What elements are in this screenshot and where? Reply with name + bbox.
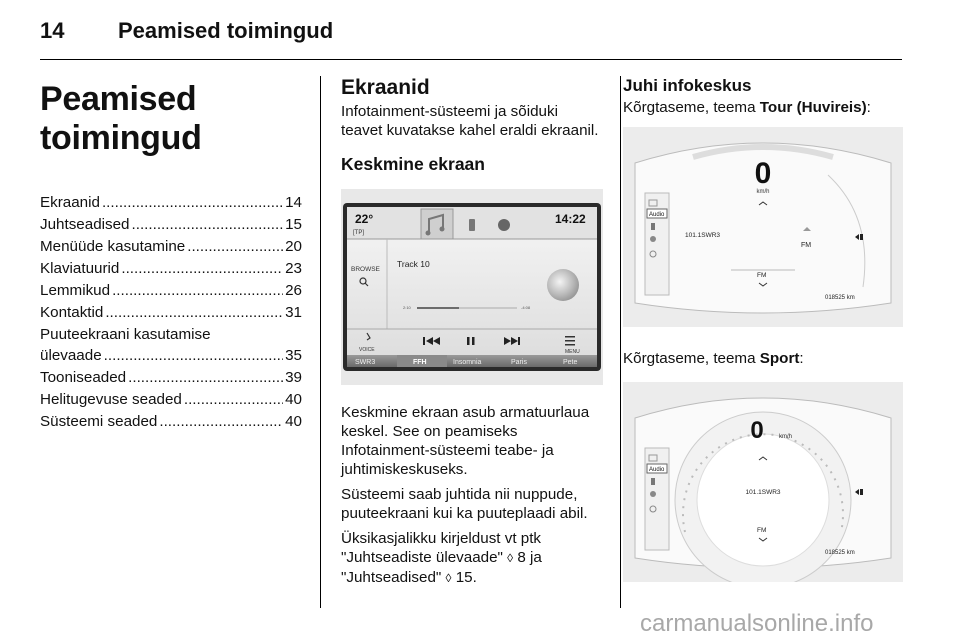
- screen-tp: [TP]: [353, 230, 365, 236]
- track-name: Track 10: [397, 259, 430, 269]
- preset-5[interactable]: Pete: [563, 359, 578, 366]
- band-label: FM: [757, 527, 767, 534]
- chapter-title: Peamised toimingud: [40, 80, 202, 157]
- cluster-tour-illustration: [623, 127, 903, 327]
- caption-tour: Kõrgtaseme, teema Tour (Huvireis):: [623, 99, 871, 116]
- toc-item[interactable]: Menüüde kasutamine ..... 20: [40, 236, 302, 257]
- section-heading: Ekraanid: [341, 76, 430, 99]
- settings-icon: [650, 491, 656, 497]
- page-number: 14: [40, 18, 65, 43]
- toc-item[interactable]: Lemmikud ..... 26: [40, 280, 302, 301]
- menu-label: MENU: [565, 349, 580, 355]
- toc-item[interactable]: Tooniseaded ..... 39: [40, 367, 302, 388]
- elapsed-time: 2:10: [403, 305, 411, 310]
- center-screen-figure: [341, 189, 603, 385]
- screen-time: 14:22: [555, 212, 586, 226]
- phone-icon: [651, 223, 655, 230]
- browse-label: BROWSE: [351, 266, 380, 273]
- column-divider-1: [320, 76, 321, 608]
- settings-icon: [650, 236, 656, 242]
- toc-item[interactable]: Ekraanid ..... 14: [40, 192, 302, 213]
- toc-item[interactable]: Klaviatuurid ..... 23: [40, 258, 302, 279]
- odometer: 018525 km: [825, 295, 855, 301]
- preset-4[interactable]: Paris: [511, 359, 527, 366]
- running-title: Peamised toimingud: [118, 18, 334, 43]
- cluster-sport-illustration: [623, 382, 903, 582]
- caption-sport: Kõrgtaseme, teema Sport:: [623, 350, 804, 367]
- center-screen-illustration: [341, 189, 603, 385]
- speed-readout: 0: [754, 157, 772, 190]
- watermark: carmanualsonline.info: [640, 610, 874, 637]
- toc-item[interactable]: Kontaktid ..... 31: [40, 302, 302, 323]
- info-tab-icon[interactable]: [498, 219, 510, 231]
- paragraph-1: Keskmine ekraan asub armatuurlaua keskel. See on peamiseks Infotainment-süsteemi teabe- ja juhtimiskeskuseks.: [341, 404, 590, 478]
- section-heading: Juhi infokeskus: [623, 76, 752, 95]
- cluster-tour-figure: [623, 127, 903, 327]
- driver-info-column: [623, 70, 903, 582]
- toc-item[interactable]: Puuteekraani kasutamise ülevaade ..... 35: [40, 324, 302, 366]
- paragraph-3: Üksikasjalikku kirjeldust vt ptk "Juhtseadiste ülevaade" ◊ 8 ja "Juhtseadised" ◊ 15.: [341, 530, 542, 586]
- page-reference-icon: ◊: [445, 571, 452, 585]
- voice-label: VOICE: [359, 347, 375, 353]
- menu-icon[interactable]: [565, 336, 575, 346]
- speed-readout: 0: [750, 417, 764, 444]
- preset-2[interactable]: FFH: [413, 359, 427, 366]
- remaining-time: -4:08: [521, 305, 531, 310]
- preset-1[interactable]: SWR3: [355, 359, 376, 366]
- speed-unit: km/h: [779, 434, 793, 440]
- odometer: 018525 km: [825, 550, 855, 556]
- audio-menu-label: Audio: [649, 467, 665, 473]
- speedometer-dial: [697, 434, 829, 566]
- cluster-sport-figure: [623, 382, 903, 582]
- column-divider-2: [620, 76, 621, 608]
- subsection-heading: Keskmine ekraan: [341, 154, 485, 174]
- band-label-big: FM: [801, 242, 812, 249]
- screens-column: [341, 70, 603, 594]
- audio-menu-label: Audio: [649, 212, 665, 218]
- toc-item[interactable]: Süsteemi seaded ..... 40: [40, 411, 302, 432]
- intro-paragraph: Infotainment-süsteemi ja sõiduki teavet kuvatakse kahel eraldi ekraanil.: [341, 103, 599, 139]
- screen-temp: 22°: [355, 212, 374, 226]
- header-rule: [40, 59, 902, 60]
- toc-item[interactable]: Helitugevuse seaded ..... 40: [40, 389, 302, 410]
- speed-unit: km/h: [756, 189, 770, 195]
- band-label: FM: [757, 272, 767, 279]
- toc-list: [40, 192, 302, 432]
- toc-column: [40, 70, 302, 433]
- station-name: 101.1SWR3: [745, 489, 781, 496]
- phone-icon: [651, 478, 655, 485]
- station-name: 101.1SWR3: [685, 232, 721, 239]
- preset-3[interactable]: Insomnia: [453, 359, 482, 366]
- paragraph-2: Süsteemi saab juhtida nii nuppude, puuteekraani kui ka puuteplaadi abil.: [341, 486, 588, 522]
- page-reference-icon: ◊: [507, 551, 514, 565]
- page-header: [0, 0, 960, 62]
- toc-item[interactable]: Juhtseadised ..... 15: [40, 214, 302, 235]
- album-art-icon: [547, 269, 579, 301]
- phone-tab-icon[interactable]: [469, 219, 475, 231]
